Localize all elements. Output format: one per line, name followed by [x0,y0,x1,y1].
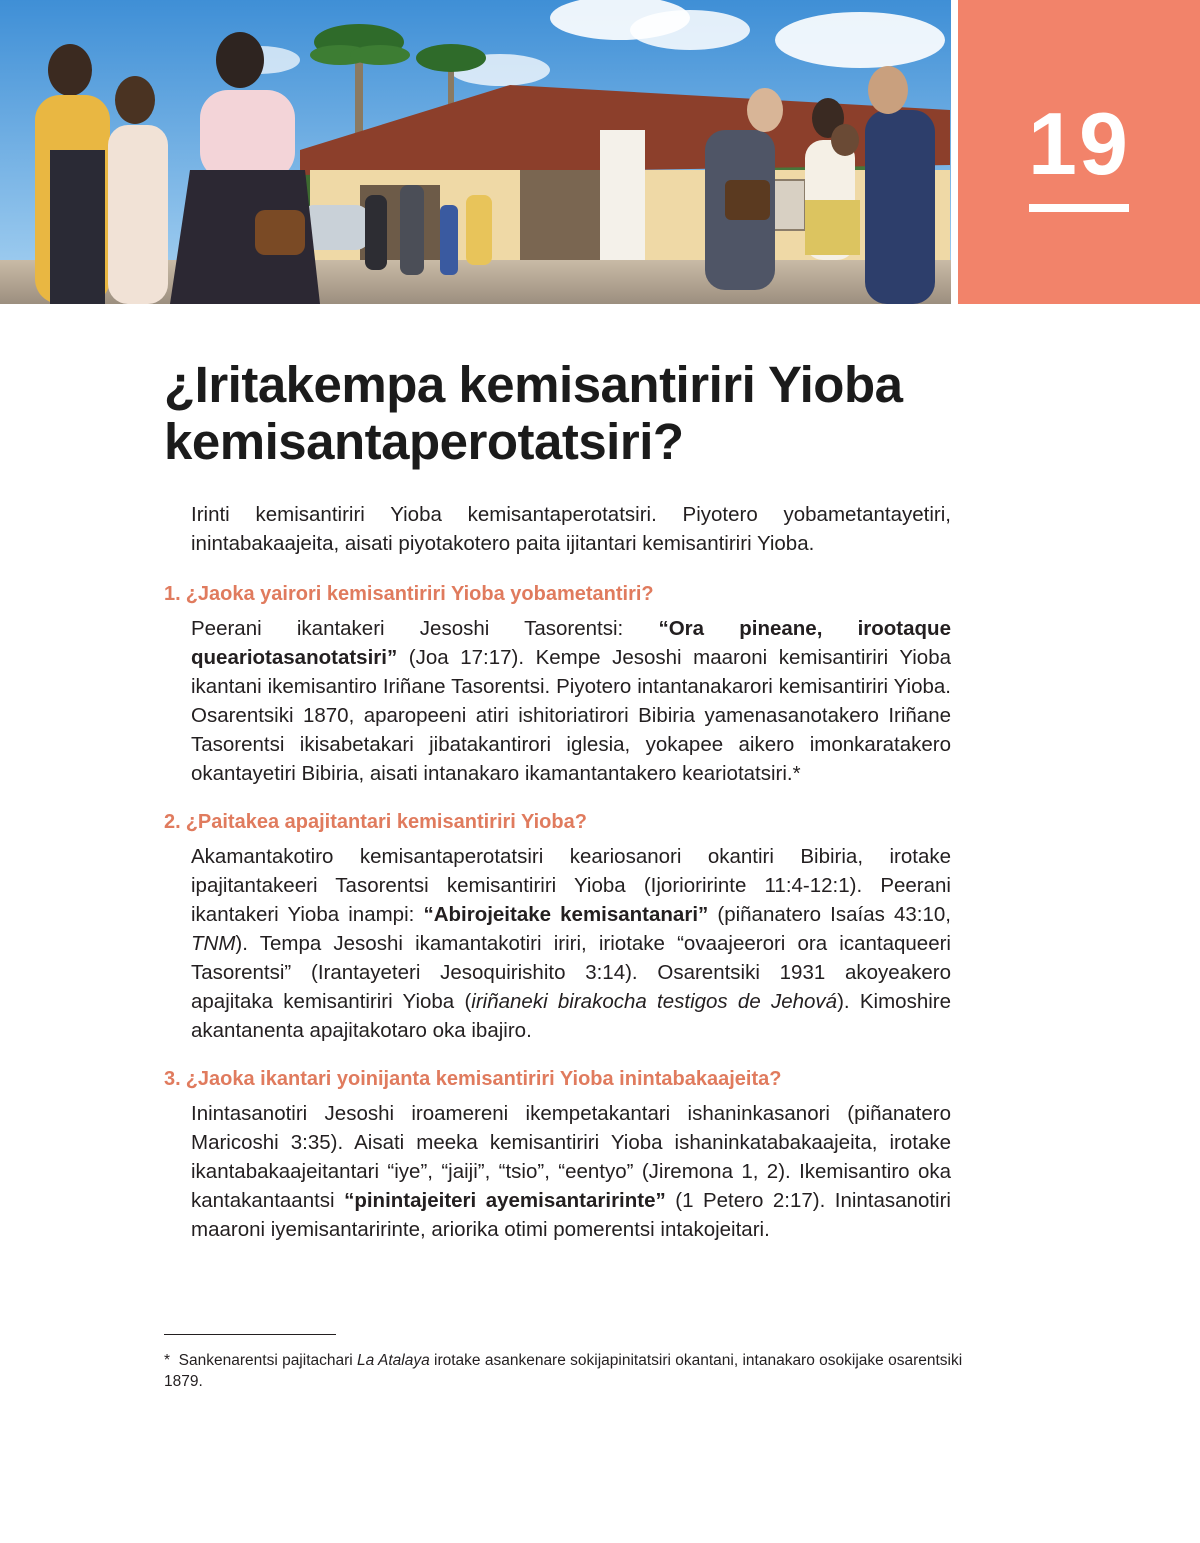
question-3 [164,1065,951,1093]
question-number: 3. [164,1068,181,1090]
question-number: 2. [164,811,181,833]
bold-quote: “Ora pineane, irootaque queariotasanotatsiri” [191,617,951,669]
question-2 [164,808,951,836]
question-text: ¿Jaoka yairori kemisantiriri Yioba yobametantiri? [185,583,654,605]
header-photo [0,0,951,304]
bold-quote: “pinintajeiteri ayemisantaririnte” [344,1189,666,1212]
question-1 [164,580,951,608]
intro-paragraph: Irinti kemisantiriri Yioba kemisantaperotatsiri. Piyotero yobametantayetiri, inintabakaajeita, aisati piyotakotero paita ijitantari kemisantiriri Yioba. [191,503,951,555]
text-run: Inintasanotiri Jesoshi iroamereni ikempetakantari ishaninkasanori (piñanatero Maricoshi 3:35). Aisati meeka kemisantiriri Yioba ishaninkatabakaajeita, irotake ikantabakaajeitantari “iye”, “jaiji”, “tsio”, “eentyo” (Jiremona 1, 2). Ikemisantiro oka kantakantaantsi [191,1102,951,1212]
section-3 [164,1065,951,1244]
text-run: ). Tempa Jesoshi ikamantakotiri iriri, iriotake “ovaajeerori ora icantaqueeri Tasorentsi” (Irantayeteri Jesoquirishito 3:14). Osarentsiki 1931 akoyeakero apajitaka kemisantiriri Yioba ( [191,932,951,1013]
italic-phrase: iriñaneki birakocha testigos de Jehová [471,990,838,1013]
section-1 [164,580,951,788]
answer-paragraph-2 [191,842,951,1045]
page-title-line-1: ¿Iritakempa kemisantiriri Yioba [164,356,903,413]
section-2 [164,808,951,1045]
photo-kingdom-hall-scene-icon [0,0,951,304]
question-text: ¿Jaoka ikantari yoinijanta kemisantiriri Yioba inintabakaajeita? [185,1068,782,1090]
footnote [164,1350,964,1392]
text-run: (Joa 17:17). Kempe Jesoshi maaroni kemisantiriri Yioba ikantani ikemisantiro Iriñane Tasorentsi. Piyotero intantanakarori kemisantiriri Yioba. Osarentsiki 1870, aparopeeni atiri ishitoriatirori Bibiria yamenasanotakero Iriñane Tasorentsi ikisabetakari jibatakantirori iglesia, yokapee aikero imonkaratakero okantayetiri Bibiria, aisati intanakaro ikamantantakero keariotatsiri.* [191,646,951,785]
text-run: irotake asankenare sokijapinitatsiri okantani, intanakaro osokijake osarentsiki 1879. [164,1352,963,1390]
footnote-marker: * [164,1352,171,1369]
lesson-number-block [958,0,1200,304]
page-title [164,356,984,470]
italic-publication-title: La Atalaya [357,1352,430,1369]
answer-paragraph-3 [191,1099,951,1244]
lesson-number-underline [1029,204,1129,212]
answer-paragraph-1 [191,614,951,788]
lesson-number: 19 [1028,94,1130,193]
text-run: Akamantakotiro kemisantaperotatsiri keariosanori okantiri Bibiria, irotake ipajitantakeeri Tasorentsi kemisantiriri Yioba (Ijorioririnte 11:4-12:1). Peerani ikantakeri Yioba inampi: [191,845,951,926]
italic-abbreviation: TNM [191,932,236,955]
footnote-divider [164,1334,336,1335]
bold-quote: “Abirojeitake kemisantanari” [423,903,709,926]
text-run: Peerani ikantakeri Jesoshi Tasorentsi: [191,617,659,640]
text-run: ). Kimoshire akantanenta apajitakotaro oka ibajiro. [191,990,952,1042]
question-text: ¿Paitakea apajitantari kemisantiriri Yioba? [185,811,587,833]
lesson-content [164,500,951,1264]
text-run: Sankenarentsi pajitachari [178,1352,358,1369]
question-number: 1. [164,583,181,605]
text-run: (1 Petero 2:17). Inintasanotiri maaroni iyemisantaririnte, ariorika otimi pomerentsi intakojeitari. [191,1189,951,1241]
page-title-line-2: kemisantaperotatsiri? [164,413,684,470]
text-run: (piñanatero Isaías 43:10, [708,903,951,926]
